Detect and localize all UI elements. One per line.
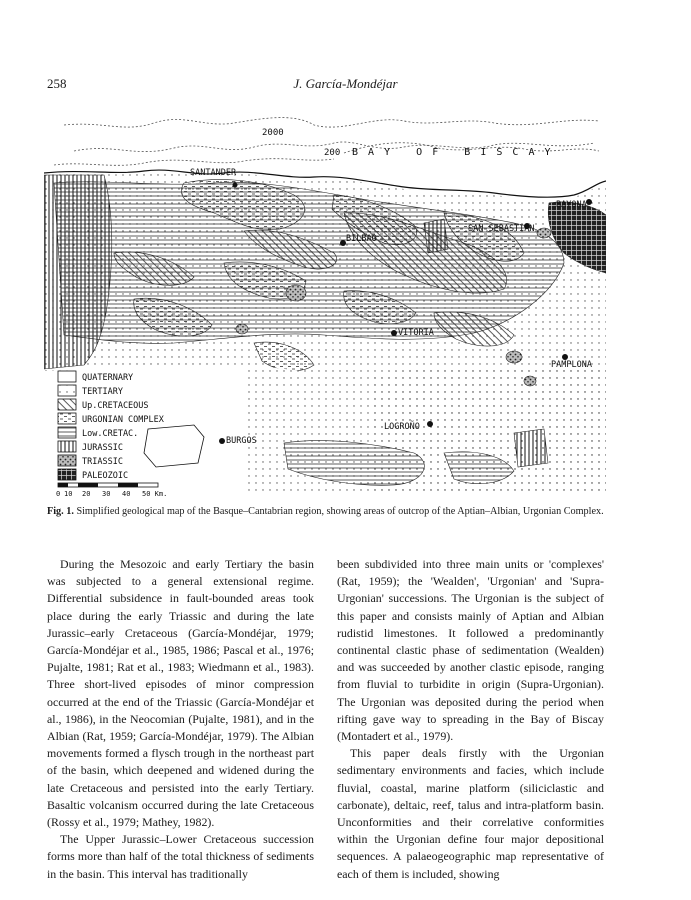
santander-label: SANTANDER bbox=[190, 168, 237, 178]
sea-name-label: B A Y O F B I S C A Y bbox=[352, 147, 553, 158]
contour-label-2000: 2000 bbox=[262, 128, 284, 138]
sea-contours bbox=[54, 118, 599, 166]
scale-tick-40: 40 bbox=[122, 490, 131, 498]
san-sebastian-label: SAN SEBASTIAN bbox=[468, 224, 535, 234]
vitoria-label: VITORIA bbox=[398, 328, 434, 338]
legend-triassic: TRIASSIC bbox=[82, 457, 123, 467]
scale-tick-30: 30 bbox=[102, 490, 111, 498]
left-paragraph-1: During the Mesozoic and early Tertiary the basin was subjected to a general extensional regime. Differential subsidence in fault-bounded areas took place during the early Triassic and during the late Jurassic–early Cretaceous (García-Mondéjar, 1979; García-Mondéjar et al., 1985, 1986; Pascal et al., 1976; Pujalte, 1981; Rat et al., 1983; Wiedmann et al., 1983). Three short-lived episodes of minor compression occurred at the end of the Triassic (García-Mondéjar et al., 1986), in the Neocomian (Pujalte, 1981), and in the Albian (Rat, 1959; García-Mondéjar, 1979). The Albian movements formed a flysch trough in the northeast part of the basin, which deepened and widened during the late Cretaceous and persisted into the early Tertiary. Basaltic volcanism occurred during the late Cretaceous (Rossy et al., 1979; Mathey, 1982). bbox=[47, 557, 314, 830]
figure-caption bbox=[47, 506, 607, 519]
left-paragraph-2: The Upper Jurassic–Lower Cretaceous succession forms more than half of the total thickness of sediments in the basin. This interval has traditionally bbox=[47, 832, 314, 881]
scale-tick-50: 50 Km. bbox=[142, 490, 168, 498]
scale-tick-0: 0 bbox=[56, 490, 61, 498]
legend-tertiary: TERTIARY bbox=[82, 387, 123, 397]
spain-inset bbox=[144, 425, 204, 467]
page-number: 258 bbox=[47, 76, 67, 91]
legend-jurassic: JURASSIC bbox=[82, 443, 123, 453]
right-column bbox=[337, 556, 604, 883]
legend-upper-cretaceous: Up.CRETACEOUS bbox=[82, 401, 149, 411]
pamplona-label: PAMPLONA bbox=[551, 360, 592, 370]
legend-urgonian-complex: URGONIAN COMPLEX bbox=[82, 415, 164, 425]
legend-lower-cretaceous: Low.CRETAC. bbox=[82, 429, 139, 439]
bayona-label: BAYONA bbox=[556, 200, 587, 210]
left-column bbox=[47, 556, 314, 883]
right-paragraph-1: been subdivided into three main units or 'complexes' (Rat, 1959); the 'Wealden', 'Urgonian' and 'Supra-Urgonian' successions. The Urgonian is the subject of this paper and consists mainly of Aptian and Albian rudistid limestones. It followed a predominantly continental clastic phase of sedimentation (Wealden) and was succeeded by another clastic episode, ranging from fluvial to turbidite in origin (Supra-Urgonian). The Urgonian was deposited during the period when rifting gave way to spreading in the Bay of Biscay (Montadert et al., 1979). bbox=[337, 557, 604, 744]
right-paragraph-2: This paper deals firstly with the Urgonian sedimentary environments and facies, which include fluvial, coastal, marine platform (siliciclastic and carbonate), deltaic, reef, talus and intra-platform basin. Unconformities and their correlative conformities within the Urgonian define four major depositional sequences. A palaeogeographic map representative of each of them is included, showing bbox=[337, 746, 604, 881]
logrono-label: LOGROÑO bbox=[384, 422, 420, 432]
running-title: J. García-Mondéjar bbox=[293, 76, 398, 91]
burgos-label: BURGOS bbox=[226, 436, 257, 446]
legend-paleozoic: PALEOZOIC bbox=[82, 471, 129, 481]
scale-tick-20: 20 bbox=[82, 490, 91, 498]
caption-text: Simplified geological map of the Basque–Cantabrian region, showing areas of outcrop of the Aptian–Albian, Urgonian Complex. bbox=[76, 506, 604, 517]
legend-quaternary: QUATERNARY bbox=[82, 373, 134, 383]
geological-map bbox=[44, 103, 606, 498]
scale-tick-10: 10 bbox=[64, 490, 73, 498]
caption-label: Fig. 1. bbox=[47, 506, 74, 517]
bilbao-label: BILBAO bbox=[346, 234, 377, 244]
contour-label-200: 200 bbox=[324, 148, 341, 158]
